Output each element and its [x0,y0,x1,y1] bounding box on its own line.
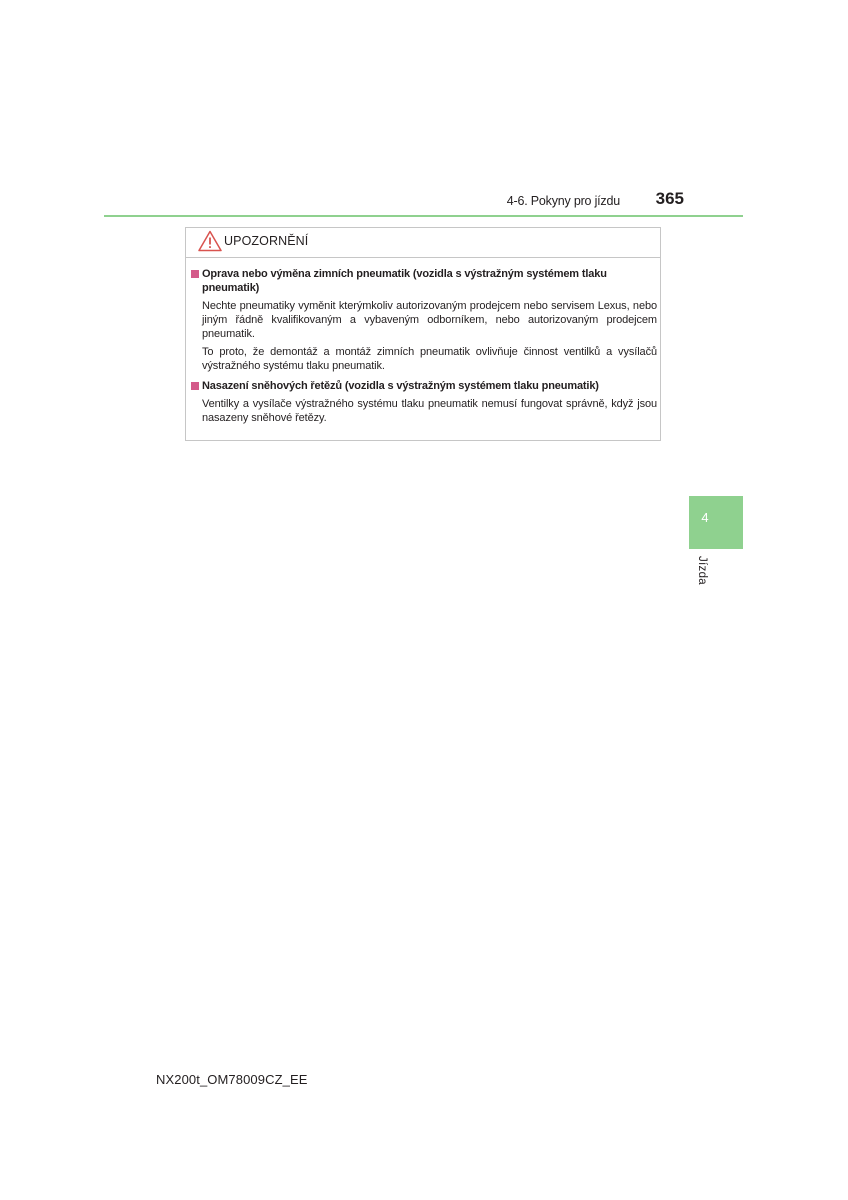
warning-paragraph: To proto, že demontáž a montáž zimních pneumatik ovlivňuje činnost ventilků a vysílačů výstražného systému tlaku pneumatik. [202,346,657,372]
warning-item-heading: Nasazení sněhových řetězů (vozidla s výstražným systémem tlaku pneumatik) [191,379,657,393]
chapter-tab [689,496,743,549]
warning-box [185,227,661,441]
square-bullet-icon [191,382,199,390]
warning-header [186,228,660,258]
header-divider [104,215,743,217]
warning-paragraph: Ventilky a vysílače výstražného systému tlaku pneumatik nemusí fungovat správně, když jsou nasazeny sněhové řetězy. [202,398,657,424]
section-title: 4-6. Pokyny pro jízdu [506,194,620,208]
warning-item-heading: Oprava nebo výměna zimních pneumatik (vozidla s výstražným systémem tlaku pneumatik) [191,267,657,295]
warning-paragraph: Nechte pneumatiky vyměnit kterýmkoliv autorizovaným prodejcem nebo servisem Lexus, nebo jiným řádně kvalifikovaným a vybaveným odborníkem, nebo autorizovaným prodejcem pneumatik. [202,300,657,340]
chapter-number: 4 [701,510,709,525]
warning-triangle-icon [198,230,222,252]
square-bullet-icon [191,270,199,278]
chapter-label: Jízda [696,556,708,585]
warning-item [191,267,657,373]
document-code: NX200t_OM78009CZ_EE [156,1072,308,1087]
warning-title: UPOZORNĚNÍ [224,234,309,248]
page-number: 365 [655,189,684,208]
warning-item [191,379,657,425]
